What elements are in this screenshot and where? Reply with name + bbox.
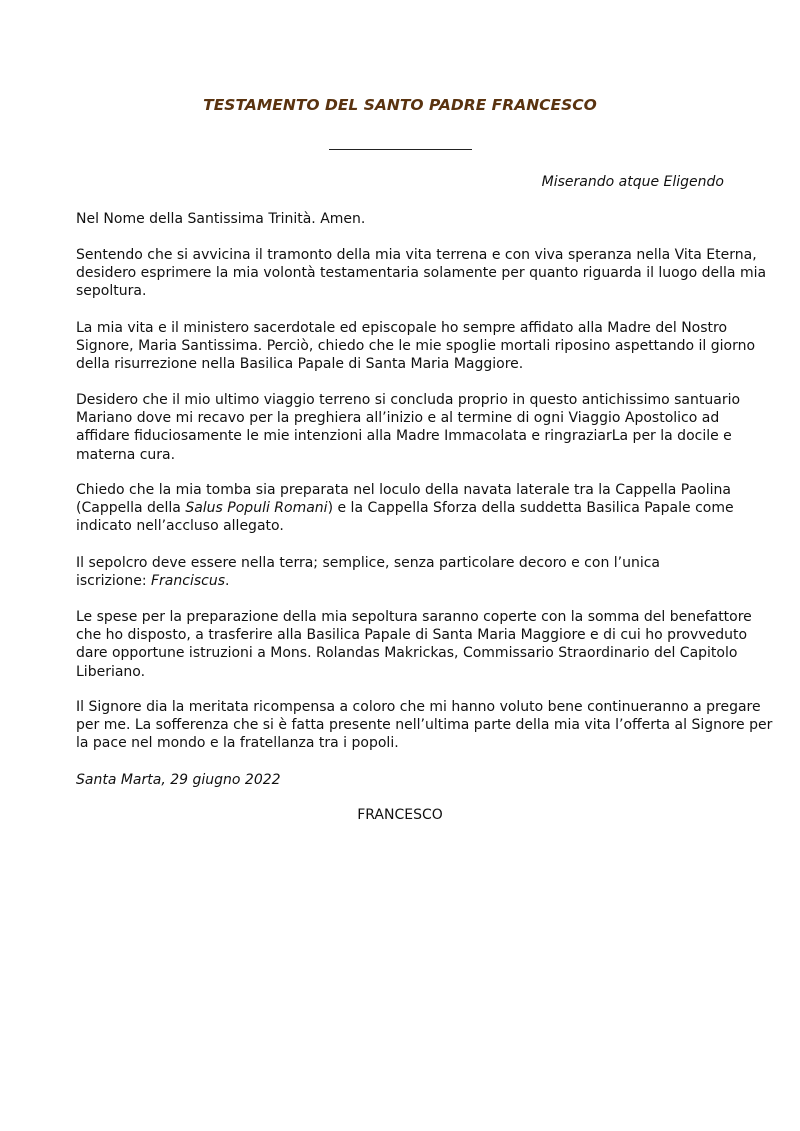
signature: FRANCESCO (357, 807, 443, 823)
paragraph-line: della risurrezione nella Basilica Papale di Santa Maria Maggiore. (76, 356, 524, 373)
invocation: Nel Nome della Santissima Trinità. Amen. (76, 211, 366, 227)
paragraph-line: per me. La sofferenza che si è fatta presente nell’ultima parte della mia vita l’offerta al Signore per (76, 717, 773, 734)
paragraph-1 (76, 246, 767, 301)
text-segment: iscrizione: (76, 573, 151, 590)
text-segment: (Cappella della (76, 500, 186, 517)
paragraph-line: Signore, Maria Santissima. Perciò, chiedo che le mie spoglie mortali riposino aspettando il giorno (76, 338, 756, 355)
paragraph-line: Il Signore dia la meritata ricompensa a coloro che mi hanno voluto bene continueranno a pregare (76, 699, 761, 715)
paragraph-line: la pace nel mondo e la fratellanza tra i popoli. (76, 735, 399, 752)
paragraph-2 (76, 319, 756, 374)
text-segment: ) e la Cappella Sforza della suddetta Basilica Papale come (327, 500, 734, 517)
paragraph-line: sepoltura. (76, 283, 147, 300)
paragraph-7 (76, 698, 773, 753)
paragraph-line: Il sepolcro deve essere nella terra; semplice, senza particolare decoro e con l’unica (76, 555, 661, 571)
paragraph-line: materna cura. (76, 446, 176, 463)
paragraph-line: indicato nell’accluso allegato. (76, 518, 284, 535)
document-title: TESTAMENTO DEL SANTO PADRE FRANCESCO (203, 96, 597, 114)
title-divider (329, 149, 472, 150)
place-date-paragraph (76, 771, 736, 789)
paragraph-line: Sentendo che si avvicina il tramonto della mia vita terrena e con viva speranza nella Vita Eterna, (76, 247, 757, 263)
text-segment: . (225, 573, 230, 590)
paragraph-line: Chiedo che la mia tomba sia preparata nel loculo della navata laterale tra la Cappella Paolina (76, 482, 731, 498)
paragraph-line: desidero esprimere la mia volontà testamentaria solamente per quanto riguarda il luogo della mia (76, 265, 767, 282)
italic-inscription: Franciscus (150, 573, 225, 590)
paragraph-6 (76, 608, 752, 681)
paragraph-line: Le spese per la preparazione della mia sepoltura saranno coperte con la somma del benefattore (76, 609, 752, 625)
paragraph-line: affidare fiduciosamente le mie intenzioni alla Madre Immacolata e ringraziarLa per la docile e (76, 428, 732, 445)
paragraph-line: Desidero che il mio ultimo viaggio terreno si concluda proprio in questo antichissimo santuario (76, 392, 741, 408)
paragraph-line (76, 499, 736, 517)
paragraph-line: dare opportune istruzioni a Mons. Rolandas Makrickas, Commissario Straordinario del Capitolo (76, 645, 738, 662)
paragraph-line (76, 572, 736, 590)
paragraph-3 (76, 391, 741, 464)
paragraph-line: La mia vita e il ministero sacerdotale ed episcopale ho sempre affidato alla Madre del Nostro (76, 320, 728, 336)
invocation-paragraph (76, 210, 736, 228)
paragraph-line: che ho disposto, a trasferire alla Basilica Papale di Santa Maria Maggiore e di cui ho provveduto (76, 627, 748, 644)
paragraph-line: Liberiano. (76, 663, 146, 680)
paragraph-line: Mariano dove mi recavo per la preghiera all’inizio e al termine di ogni Viaggio Apostolico ad (76, 410, 720, 427)
place-date: Santa Marta, 29 giugno 2022 (76, 772, 281, 788)
italic-chapel-name: Salus Populi Romani (185, 500, 328, 517)
motto: Miserando atque Eligendo (541, 174, 724, 190)
paragraph-5 (76, 554, 736, 590)
paragraph-4 (76, 481, 736, 536)
